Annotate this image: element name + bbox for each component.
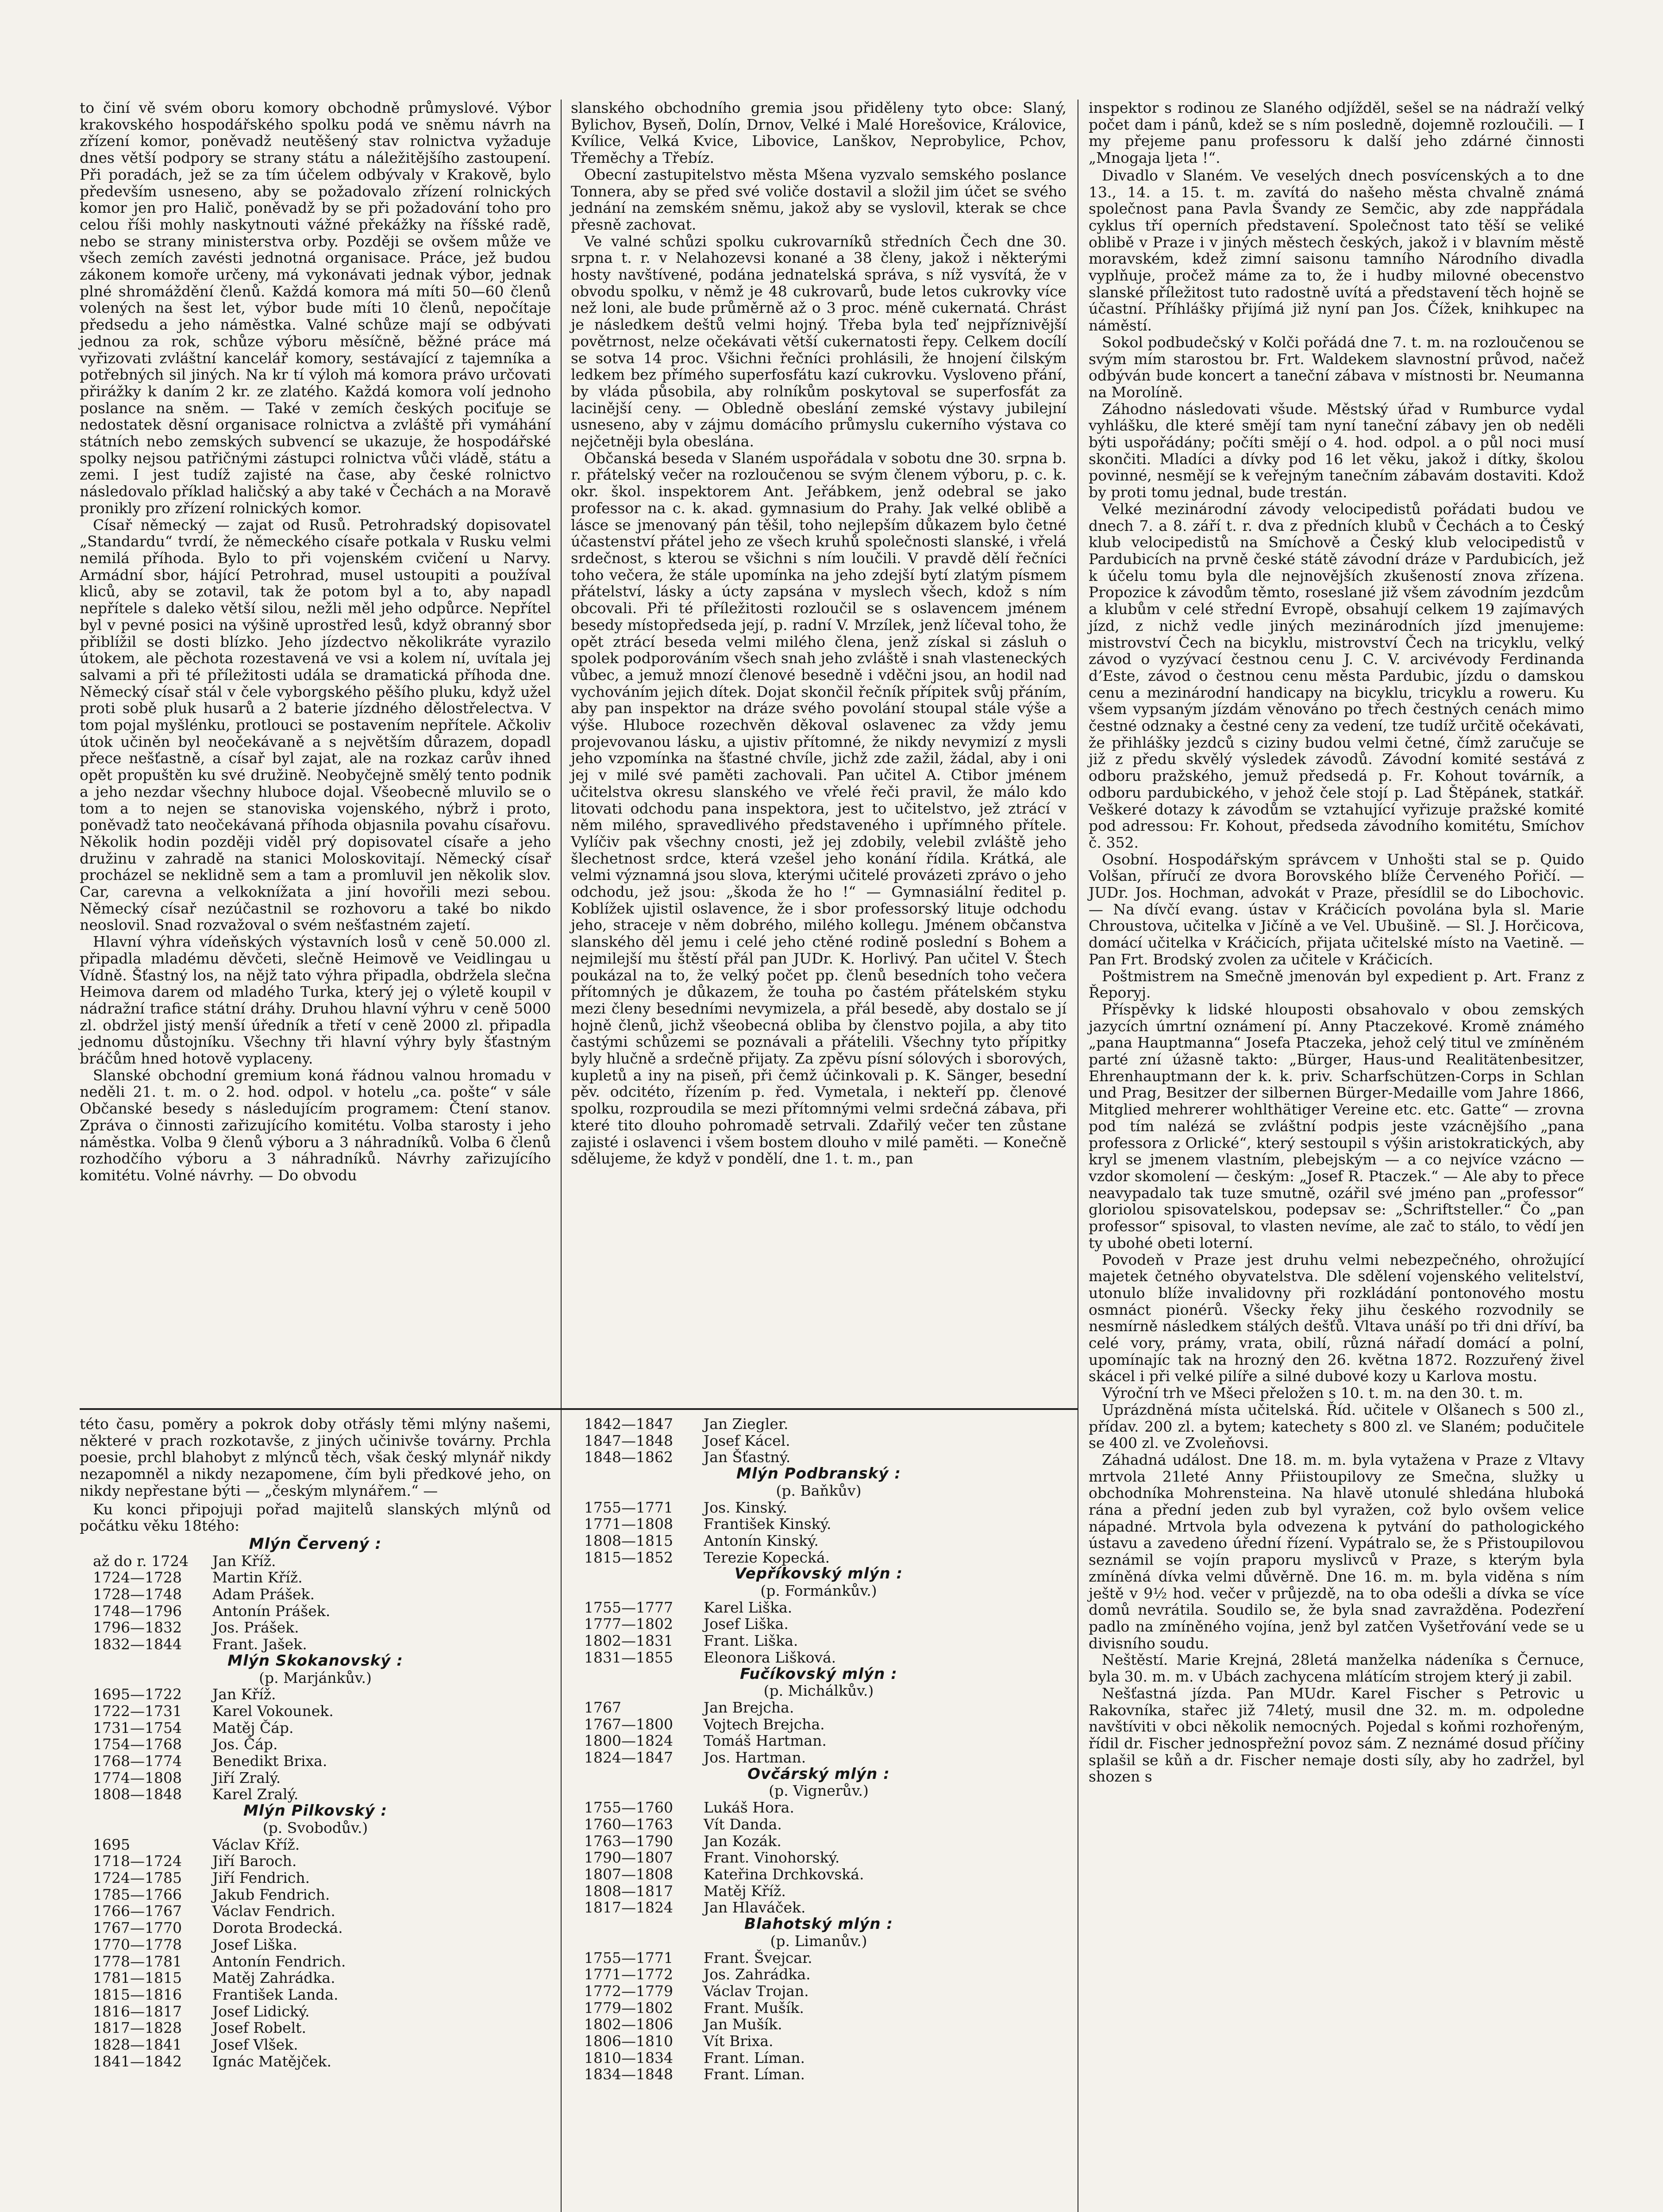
owner-name: Jan Ziegler. bbox=[704, 1415, 789, 1432]
owner-name: Frant. Mušík. bbox=[704, 1999, 804, 2016]
owner-name: Benedikt Brixa. bbox=[212, 1752, 327, 1770]
owner-name: Jos. Zahrádka. bbox=[704, 1966, 811, 1983]
ownership-years: 1695 bbox=[93, 1836, 130, 1853]
mill-heading: Mlýn Červený : bbox=[249, 1535, 382, 1553]
ownership-years: 1755—1771 bbox=[584, 1498, 673, 1516]
article-paragraph: Císař německý — zajat od Rusů. Petrohradský dopisovatel „Standardu“ tvrdí, že německého císaře potkala v Rusku velmi nemilá příhoda. Bylo to při vojenském cvičení u Narvy. Armádní sbor, hájící Petrohrad, musel ustoupiti a používal kliců, aby se zotavil, tak že potom byl a to, aby napadl nepřítele s daleko větší silou, nežli měl jeho odpůrce. Nepřítel byl v pevné posici na výšině uprostřed lesů, když obranný sbor přiblížil se dosti blízko. Jeho jízdectvo několikráte vyrazilo útokem, ale pěchota rozestavená ve vsi a kolem ní, uvítala jej salvami a při té příležitosti udála se dramatická příhoda dne. Německý císař stál v čele vyborgského pěšího pluku, když užel proti sobě pluk husarů a 2 baterie jízdného dělostřelectva. V tom pojal myšlénku, protlouci se postavením nepřítele. Ačkoliv útok učiněn byl neočekávaně a s největším důrazem, dopadl přece nešťastně, a císař byl zajat, ale na rozkaz carův ihned opět propuštěn ku své družině. Neobyčejně smělý tento podnik a jeho nezdar všechny hluboce dojal. Všeobecně mluvilo se o tom a to nejen se stanoviska vojenského, nýbrž i proto, poněvadž tato neočekávaná příhoda objasnila povahu císařovu. Několik hodin později viděl prý dopisovatel císaře a jeho družinu v zahradě na stanici Moloskovitají. Německý císař procházel se neklidně sem a tam a promluvil jen několik slov. Car, carevna a velkoknížata a jiní hovořili mezi sebou. Německý císař nezúčastnil se rozhovoru a také bo nikdo neoslovil. Snad rozvažoval o svém nešťastném zajetí. bbox=[80, 516, 551, 934]
notice-paragraph: Neštěstí. Marie Krejná, 28letá manželka nádeníka s Černuce, byla 30. m. m. v Ubách zachycena mlátícím strojem který ji zabil. bbox=[1089, 1651, 1584, 1686]
ownership-years: 1817—1828 bbox=[93, 2019, 182, 2037]
mill-owner-row bbox=[571, 1799, 1066, 1816]
owner-name: Kateřina Drchkovská. bbox=[704, 1865, 864, 1883]
ownership-years: 1695—1722 bbox=[93, 1686, 182, 1703]
owner-name: Václav Fendrich. bbox=[212, 1902, 335, 1920]
ownership-years: 1768—1774 bbox=[93, 1752, 182, 1770]
column-rule bbox=[561, 100, 562, 2212]
mill-owner-row bbox=[571, 1749, 1066, 1766]
owner-name: Jan Hlaváček. bbox=[704, 1899, 806, 1916]
ownership-years: 1748—1796 bbox=[93, 1602, 182, 1620]
mill-heading: Ovčárský mlýn : bbox=[747, 1765, 890, 1783]
ownership-years: 1828—1841 bbox=[93, 2036, 182, 2054]
owner-name: Vít Danda. bbox=[704, 1815, 782, 1833]
ownership-years: 1806—1810 bbox=[584, 2032, 673, 2050]
ownership-years: 1755—1760 bbox=[584, 1799, 673, 1816]
mill-owner-row bbox=[80, 1786, 551, 1803]
owner-name: Josef Kácel. bbox=[704, 1432, 790, 1449]
ownership-years: 1848—1862 bbox=[584, 1448, 673, 1466]
mill-owner-row bbox=[571, 1833, 1066, 1850]
ownership-years: 1770—1778 bbox=[93, 1936, 182, 1953]
ownership-years: 1841—1842 bbox=[93, 2052, 182, 2070]
owner-name: Jan Brejcha. bbox=[704, 1698, 794, 1716]
owner-name: Josef Lidický. bbox=[212, 2002, 310, 2020]
ownership-years: 1802—1806 bbox=[584, 2016, 673, 2033]
mill-owner-row bbox=[80, 2003, 551, 2020]
mill-owner-row bbox=[571, 1716, 1066, 1733]
owner-name: Jan Kříž. bbox=[212, 1686, 276, 1703]
mill-heading: Mlýn Podbranský : bbox=[736, 1465, 901, 1483]
mill-owner-row bbox=[80, 1686, 551, 1703]
owner-name: Frant. Švejcar. bbox=[704, 1949, 812, 1966]
mill-owner-row bbox=[80, 1953, 551, 1970]
owner-name: Frant. Liška. bbox=[704, 1632, 798, 1650]
mill-owner-row bbox=[80, 1553, 551, 1570]
ownership-years: 1755—1777 bbox=[584, 1598, 673, 1616]
notice-paragraph: Povodeň v Praze jest druhu velmi nebezpečného, ohrožující majetek četného obyvatelstva. Dle sdělení vojenského velitelství, utonulo blíže invalidovny při rozkládání pontonového mostu osmnáct pionérů. Všecky řeky jihu českého rozvodnily se nesmírně následkem stálých dešťů. Vltava unáší po tři dni dříví, ba celé vory, prámy, vrata, obilí, různá nářadí domácí a polní, upomínajíc tak na hrozný den 26. května 1872. Rozzuřený živel skácel i při velké pilíře a silné dubové kozy u Karlova mostu. bbox=[1089, 1251, 1584, 1385]
article-column-3 bbox=[1089, 100, 1584, 1785]
ownership-years: 1834—1848 bbox=[584, 2066, 673, 2083]
mill-current-owner: (p. Limanův.) bbox=[770, 1932, 867, 1950]
ownership-years: 1790—1807 bbox=[584, 1849, 673, 1866]
mill-owner-row bbox=[571, 1699, 1066, 1716]
owner-name: Jos. Čáp. bbox=[212, 1736, 278, 1753]
ownership-years: 1815—1816 bbox=[93, 1985, 182, 2003]
ownership-years: 1808—1815 bbox=[584, 1532, 673, 1549]
mill-owner-row bbox=[80, 1903, 551, 1920]
mill-owner-row bbox=[571, 2000, 1066, 2016]
article-paragraph: to činí vě svém oboru komory obchodně průmyslové. Výbor krakovského hospodářského spolku podá ve sněmu návrh na zřízení komor, poněvadž neutěšený stav rolnictva vyžaduje dnes větší podpory se strany státu a náležitějšího zastoupení. Při poradách, jež se za tím účelem odbývaly v Krakově, bylo především usneseno, aby se požadovalo zřízení rolnických komor jen pro Halič, poněvadž by se při požadování toho pro celou říši mohly naskytnouti vážné překážky na říšské radě, nebo se strany ministerstva orby. Později se ovšem může ve všech zemích zavésti jednotná organisace. Práce, jež budou zákonem komoře určeny, má vykonávati jednak výbor, jednak plné shromáždění členů. Každá komora má míti 50—60 členů volených na šest let, výbor bude míti 10 členů, nepočítaje předsedu a jeho náměstka. Valné schůze mají se odbývati jednou za rok, schůze výboru měsíčně, běžné práce má vyřizovati zvláštní kancelář komory, sestávající z tajemníka a potřebných sil jiných. Na kr tí výloh má komora právo určovati přirážky k daním 2 kr. ze zlatého. Každá komora volí jednoho poslance na sněm. — Také v zemích českých pociťuje se nedostatek děsní organisace rolnictva a zvláště při vymáhání státních nebo zemských subvencí se ukazuje, že hospodářské spolky nejsou patřičnými zástupci rolnictva vůči vládě, státu a zemi. I jest tudíž zajisté na čase, aby české rolnictvo následovalo příklad haličský a aby také v Čechách a na Moravě pronikly pro zřízení rolnických komor. bbox=[80, 99, 551, 517]
owner-name: Vojtech Brejcha. bbox=[704, 1715, 825, 1733]
feuilleton-paragraph: Ku konci připojuji pořad majitelů slanských mlýnů od počátku věku 18tého: bbox=[80, 1500, 551, 1535]
mill-owner-row bbox=[571, 1616, 1066, 1632]
section-rule bbox=[562, 1408, 1078, 1410]
mill-owner-row bbox=[571, 1732, 1066, 1749]
mill-owner-row bbox=[80, 1753, 551, 1770]
mill-owner-row bbox=[571, 1649, 1066, 1666]
ownership-years: 1831—1855 bbox=[584, 1648, 673, 1666]
owner-name: Jan Šťastný. bbox=[704, 1448, 791, 1466]
ownership-years: 1763—1790 bbox=[584, 1832, 673, 1850]
owner-name: Eleonora Lišková. bbox=[704, 1648, 836, 1666]
ownership-years: 1766—1767 bbox=[93, 1902, 182, 1920]
owner-name: František Landa. bbox=[212, 1985, 339, 2003]
owner-name: Jan Mušík. bbox=[704, 2016, 782, 2033]
mill-owner-row bbox=[80, 2053, 551, 2070]
mill-owners-column-2 bbox=[571, 1416, 1066, 2083]
mill-owner-row bbox=[80, 1836, 551, 1853]
ownership-years: 1800—1824 bbox=[584, 1732, 673, 1750]
mill-owner-row bbox=[571, 1449, 1066, 1466]
ownership-years: 1771—1772 bbox=[584, 1966, 673, 1983]
owner-name: Lukáš Hora. bbox=[704, 1799, 794, 1816]
owner-name: Frant. Jašek. bbox=[212, 1636, 307, 1653]
mill-owner-row bbox=[571, 1883, 1066, 1900]
ownership-years: 1777—1802 bbox=[584, 1615, 673, 1633]
ownership-years: 1772—1779 bbox=[584, 1982, 673, 2000]
mill-owner-row bbox=[571, 1532, 1066, 1549]
notice-paragraph: Sokol podbudečský v Kolči pořádá dne 7. t. m. na rozloučenou se svým mím starostou br. Frt. Waldekem slavnostní průvod, načež odbýván bude koncert a taneční zábava v místnosti br. Neumanna na Morolíně. bbox=[1089, 333, 1584, 401]
ownership-years: 1774—1808 bbox=[93, 1769, 182, 1786]
mill-current-owner: (p. Vignerův.) bbox=[769, 1782, 869, 1800]
owner-name: Jos. Prášek. bbox=[212, 1619, 299, 1636]
notice-paragraph: Výroční trh ve Mšeci přeložen s 10. t. m. na den 30. t. m. bbox=[1102, 1384, 1524, 1402]
mill-owner-row bbox=[571, 2016, 1066, 2033]
owner-name: Vít Brixa. bbox=[704, 2032, 774, 2050]
mill-owner-row bbox=[80, 1586, 551, 1603]
mill-owner-row bbox=[571, 1499, 1066, 1516]
newspaper-page bbox=[80, 100, 1584, 2212]
article-paragraph: slanského obchodního gremia jsou přiděleny tyto obce: Slaný, Bylichov, Byseň, Dolín, Drnov, Velké i Malé Horešovice, Královice, Kvílice, Velká Kvice, Libovice, Lanškov, Neprobylice, Pchov, Třeměchy a Třebíz. bbox=[571, 99, 1066, 167]
ownership-years: 1728—1748 bbox=[93, 1586, 182, 1603]
owner-name: Antonín Fendrich. bbox=[212, 1952, 346, 1970]
mill-owners-column-1 bbox=[80, 1416, 551, 2070]
article-column-2 bbox=[571, 100, 1066, 1167]
mill-current-owner: (p. Marjánkův.) bbox=[259, 1669, 372, 1686]
mill-heading: Mlýn Pilkovský : bbox=[243, 1802, 388, 1820]
owner-name: Matěj Čáp. bbox=[212, 1719, 294, 1736]
owner-name: Antonín Kinský. bbox=[704, 1532, 819, 1549]
mill-heading: Fučíkovský mlýn : bbox=[740, 1665, 897, 1683]
ownership-years: 1767—1800 bbox=[584, 1715, 673, 1733]
mill-owner-row bbox=[80, 1603, 551, 1620]
owner-name: Frant. Líman. bbox=[704, 2066, 805, 2083]
owner-name: Antonín Prášek. bbox=[212, 1602, 331, 1620]
ownership-years: 1808—1817 bbox=[584, 1882, 673, 1900]
owner-name: Josef Robelt. bbox=[212, 2019, 306, 2037]
owner-name: Ignác Matějček. bbox=[212, 2052, 332, 2070]
owner-name: Josef Liška. bbox=[212, 1936, 297, 1953]
owner-name: Jan Kozák. bbox=[704, 1832, 781, 1850]
ownership-years: 1779—1802 bbox=[584, 1999, 673, 2016]
notice-paragraph: Osobní. Hospodářským správcem v Unhošti stal se p. Quido Volšan, příručí ze dvora Borovského blíže Červeného Pořičí. — JUDr. Jos. Hochman, advokát v Praze, přesídlil se do Libochovic. — Na dívčí evang. ústav v Kráčicích povolána byla sl. Marie Chroustova, učitelka v Jičíně a ve Vel. Ubušině. — Sl. J. Horčicova, domácí učitelka v Kráčicích, přijata učitelské místo na Vaetině. — Pan Frt. Brodský zvolen za učitele v Kráčicích. bbox=[1089, 850, 1584, 968]
mill-owner-row bbox=[80, 2036, 551, 2053]
ownership-years: 1724—1728 bbox=[93, 1569, 182, 1586]
mill-owner-row bbox=[80, 1736, 551, 1753]
notice-paragraph: Uprázdněná místa učitelská. Říd. učitele v Olšanech s 500 zl., přídav. 200 zl. a bytem; katechety s 800 zl. ve Slaném; podučitele se 400 zl. ve Zvoleňovsi. bbox=[1089, 1401, 1584, 1452]
ownership-years: 1722—1731 bbox=[93, 1702, 182, 1720]
owner-name: Jiří Zralý. bbox=[212, 1769, 281, 1786]
mill-owner-row bbox=[571, 1416, 1066, 1432]
mill-owner-row bbox=[80, 1636, 551, 1653]
ownership-years: 1824—1847 bbox=[584, 1749, 673, 1767]
notice-paragraph: Poštmistrem na Smečně jmenován byl expedient p. Art. Franz z Řeporyj. bbox=[1089, 967, 1584, 1002]
ownership-years: 1724—1785 bbox=[93, 1869, 182, 1886]
ownership-years: 1767 bbox=[584, 1698, 621, 1716]
mill-owner-row bbox=[571, 2033, 1066, 2050]
mill-owner-row bbox=[571, 1816, 1066, 1833]
owner-name: František Kinský. bbox=[704, 1515, 832, 1533]
ownership-years: 1767—1770 bbox=[93, 1919, 182, 1937]
mill-owner-row bbox=[80, 1920, 551, 1936]
ownership-years: 1796—1832 bbox=[93, 1619, 182, 1636]
ownership-years: 1771—1808 bbox=[584, 1515, 673, 1533]
owner-name: Karel Liška. bbox=[704, 1598, 793, 1616]
owner-name: Adam Prášek. bbox=[212, 1586, 315, 1603]
article-paragraph: inspektor s rodinou ze Slaného odjížděl, sešel se na nádraží velký počet dam i pánů, kdež se s ním posledně, dojemně rozloučili. — I my přejeme panu professoru k další jeho zdárné činnosti „Mnogaja ljeta !“. bbox=[1089, 99, 1584, 167]
ownership-years: 1718—1724 bbox=[93, 1852, 182, 1870]
mill-owner-row bbox=[80, 1970, 551, 1986]
owner-name: Jan Kříž. bbox=[212, 1552, 276, 1570]
notice-paragraph: Záhodno následovati všude. Městský úřad v Rumburce vydal vyhlášku, dle které smějí tam nyní taneční zábavy jen ob neděli býti uspořádány; počíti smějí o 4. hod. odpol. a o půl noci musí skončiti. Mladíci a dívky pod 16 let věku, jakož i dítky, školou povinné, nesmějí se k veřejným tanečním zábavám dostaviti. Kdož by proti tomu jednal, bude trestán. bbox=[1089, 400, 1584, 501]
mill-heading: Vepříkovský mlýn : bbox=[734, 1565, 903, 1583]
mill-owner-row bbox=[571, 1950, 1066, 1966]
owner-name: Václav Trojan. bbox=[704, 1982, 809, 2000]
mill-owner-row bbox=[571, 1549, 1066, 1566]
mill-current-owner: (p. Baňkův) bbox=[776, 1482, 862, 1499]
article-paragraph: Hlavní výhra vídeňských výstavních losů v ceně 50.000 zl. připadla mladému děvčeti, slečně Heimově ve Veidlingau u Vídně. Šťastný los, na nějž tato výhra připadla, obdržela slečna Heimova darem od mladého Turka, který jej o výletě koupil v nádražní trafice státní dráhy. Druhou hlavní výhru v ceně 5000 zl. obdržel jistý menší úředník a třetí v ceně 2000 zl. připadla jednomu důstojníku. Všechny tři hlavní výhry byly šťastným bráčům hned hotově vyplaceny. bbox=[80, 933, 551, 1068]
mill-owner-row bbox=[80, 1619, 551, 1636]
mill-current-owner: (p. Svobodův.) bbox=[262, 1819, 368, 1836]
ownership-years: 1842—1847 bbox=[584, 1415, 673, 1432]
mill-owner-row bbox=[80, 1870, 551, 1886]
owner-name: Tomáš Hartman. bbox=[704, 1732, 827, 1750]
ownership-years: 1802—1831 bbox=[584, 1632, 673, 1650]
notice-paragraph: Nešťastná jízda. Pan MUdr. Karel Fischer s Petrovic u Rakovníka, stařec již 74letý, musil dne 32. m. m. odpoledne navštíviti v obci několik nemocných. Pojedal s koňmi rozhořeným, řídil dr. Fischer jednospřežní povoz sám. Z neznámé dosud příčiny splašil se kůň a dr. Fischer nemaje dosti síly, aby ho zadržel, byl shozen s bbox=[1089, 1684, 1584, 1786]
article-paragraph: Občanská beseda v Slaném uspořádala v sobotu dne 30. srpna b. r. přátelský večer na rozloučenou se svým členem výboru, p. c. k. okr. škol. inspektorem Ant. Jeřábkem, jenž odebral se jako professor na c. k. akad. gymnasium do Prahy. Jak velké oblibě a lásce se jmenovaný pán těšil, toho nejlepším důkazem bylo četné účastenství přátel jeho ze všech kruhů společnosti slanské, i vřelá srdečnost, s kterou se všichni s ním loučili. V pravdě dělí řečníci toho večera, že stále upomínka na jeho zdejší bytí zlatým písmem přátelství, lásky a úcty zapsána v myslech všech, kdož s ním obcovali. Při té příležitosti rozloučil se s oslavencem jménem besedy místopředseda její, p. radní V. Mrzílek, jenž líčeval toho, že opět ztrácí beseda velmi milého člena, jenž získal si zásluh o spolek podporováním všech snah jeho zvláště i snah vlasteneckých vůbec, a jemuž mnozí členové besedně i vděčni jsou, an hodil nad vychováním jejich dítek. Dojat skončil řečník přípitek svůj přáním, aby pan inspektor na dráze svého povolání stoupal stále výše a výše. Hluboce rozechvěn děkoval oslavenec za vždy jemu projevovanou lásku, a ujistiv přítomné, že nikdy nevymizí z mysli jeho vzpomínka na šťastné chvíle, jichž zde zažil, žádal, aby i oni jej v milé své paměti zachovali. Pan učitel A. Ctibor jménem učitelstva okresu slanského ve vřelé řeči pravil, že málo kdo litovati odchodu pana inspektora, jest to učitelstvo, jež ztrácí v něm milého, spravedlivého představeného i upřímného přítele. Vylíčiv pak všechny cnosti, jež jej zdobily, velebil zvláště jeho šlechetnost srdce, která vzešel jeho konání řídila. Krátká, ale velmi významná jsou slova, kterými učitelé provázeti zprávo o jeho odchodu, jež jsou: „škoda že ho !“ — Gymnasiální ředitel p. Koblížek ujistil oslavence, že i sbor professorský lituje odchodu jeho, straceje v něm dobrého, milého kollegu. Jménem občanstva slanského děl jemu i celé jeho ctěné rodině poslední s Bohem a nejmilejší mu štěstí přál pan JUDr. K. Horlivý. Pan učitel V. Štech poukázal na to, že velký počet pp. členů besedních toho večera přítomných je důkazem, že touha po častém přátelském styku mezi členy besedními nevymizela, a přál besedě, aby dostalo se jí hojně členů, jichž všeobecná obliba by členstvo pojila, a aby tito častými schůzemi se poznávali a přátelili. Všechny tyto přípitky byly hlučně a srdečně přijaty. Za zpěvu písní sólových i sborových, kupletů a iny na piseň, při čemž účinkovali p. K. Sänger, besední pěv. odcitéto, řízením p. řed. Vymetala, i nekteří pp. členové spolku, rozproudila se mezi přítomnými velmi srdečná zábava, při které tito dlouho pohromadě setrvali. Zdařilý večer ten zůstane zajisté i oslavenci i všem bostem dlouho v milé paměti. — Konečně sdělujeme, že když v pondělí, dne 1. t. m., pan bbox=[571, 449, 1066, 1167]
ownership-years: 1810—1834 bbox=[584, 2049, 673, 2066]
ownership-years: 1755—1771 bbox=[584, 1949, 673, 1966]
mill-current-owner: (p. Michálkův.) bbox=[763, 1682, 874, 1700]
mill-heading: Blahotský mlýn : bbox=[744, 1915, 893, 1933]
owner-name: Jos. Hartman. bbox=[704, 1749, 806, 1767]
owner-name: Jiří Baroch. bbox=[212, 1852, 297, 1870]
mill-owner-row bbox=[80, 1770, 551, 1786]
owner-name: Jos. Kinský. bbox=[704, 1498, 788, 1516]
ownership-years: 1760—1763 bbox=[584, 1815, 673, 1833]
mill-owner-row bbox=[80, 1886, 551, 1903]
ownership-years: 1832—1844 bbox=[93, 1636, 182, 1653]
owner-name: Martin Kříž. bbox=[212, 1569, 303, 1586]
owner-name: Frant. Vinohorský. bbox=[704, 1849, 840, 1866]
owner-name: Karel Vokounek. bbox=[212, 1702, 334, 1720]
article-column-1 bbox=[80, 100, 551, 1184]
owner-name: Jiří Fendrich. bbox=[212, 1869, 310, 1886]
owner-name: Frant. Líman. bbox=[704, 2049, 805, 2066]
mill-owner-row bbox=[571, 1516, 1066, 1532]
mill-owner-row bbox=[571, 1966, 1066, 1983]
owner-name: Dorota Brodecká. bbox=[212, 1919, 343, 1937]
section-rule bbox=[80, 1408, 561, 1410]
mill-owner-row bbox=[80, 1986, 551, 2003]
ownership-years: 1731—1754 bbox=[93, 1719, 182, 1736]
mill-owner-row bbox=[571, 1899, 1066, 1916]
ownership-years: 1778—1781 bbox=[93, 1952, 182, 1970]
feuilleton-paragraph: této času, poměry a pokrok doby otřásly těmi mlýny našemi, některé v prach rozkotavše, z jiných učinivše továrny. Prchla poesie, prchl blahobyt z mlýnců těch, však český mlynář nikdy nezapomněl a nikdy nezapomene, čím byli předkové jeho, on nikdy nepřestane býti — „českým mlynářem.“ — bbox=[80, 1415, 551, 1499]
ownership-years: 1816—1817 bbox=[93, 2002, 182, 2020]
ownership-years: 1785—1766 bbox=[93, 1886, 182, 1903]
mill-owner-row bbox=[571, 1866, 1066, 1883]
ownership-years: 1815—1852 bbox=[584, 1548, 673, 1566]
owner-name: Josef Liška. bbox=[704, 1615, 789, 1633]
owner-name: Karel Zralý. bbox=[212, 1786, 299, 1803]
mill-owner-row bbox=[80, 1569, 551, 1586]
owner-name: Matěj Zahrádka. bbox=[212, 1969, 335, 1987]
owner-name: Matěj Kříž. bbox=[704, 1882, 786, 1900]
article-paragraph: Ve valné schůzi spolku cukrovarníků středních Čech dne 30. srpna t. r. v Nelahozevsi konané a 38 členy, jakož i některými hosty navštívené, podána jednatelská správa, s níž vysvítá, že v obvodu spolku, v němž je 48 cukrovarů, bude letos cukrovky více než loni, ale bude průměrně až o 3 proc. méně cukernatá. Chrást je následkem deštů velmi hojný. Třeba byla teď nejpříznivější povětrnost, nelze očekávati větší cukernatosti řepy. Celkem docílí se sotva 14 proc. Všichni řečníci prohlásili, že hnojení čilským ledkem bez přímého superfosfátu kazí cukrovku. Vysloveno přání, by vláda působila, aby rolníkům poskytoval se superfosfát za lacinější ceny. — Obledně obeslání zemské výstavy jubilejní usneseno, aby v zájmu domácího průmyslu cukerního výstava co nejčetněji byla obeslána. bbox=[571, 232, 1066, 450]
mill-heading: Mlýn Skokanovský : bbox=[227, 1651, 403, 1670]
article-paragraph: Obecní zastupitelstvo města Mšena vyzvalo semského poslance Tonnera, aby se před své voliče dostavil a složil jim účet se svého jednání na zemském sněmu, jakož aby se vyslovil, kterak se chce přesně zachovat. bbox=[571, 165, 1066, 233]
mill-owner-row bbox=[571, 2050, 1066, 2066]
mill-owner-row bbox=[571, 1632, 1066, 1649]
ownership-years: 1754—1768 bbox=[93, 1736, 182, 1753]
ownership-years: 1817—1824 bbox=[584, 1899, 673, 1916]
mill-current-owner: (p. Formánkův.) bbox=[760, 1582, 877, 1600]
owner-name: Josef Vlšek. bbox=[212, 2036, 298, 2054]
mill-owner-row bbox=[80, 2020, 551, 2036]
notice-paragraph: Záhadná událost. Dne 18. m. m. byla vytažena v Praze z Vltavy mrtvola 21leté Anny Přiistoupilovy ze Smečna, služky u obchodníka Mohrensteina. Na hlavě utonulé shledána hluboká rána a přední jeden zub byl vyražen, což bylo ovšem velice nápadné. Mrtvola byla odvezena k pytvání do pathologického ústavu a zavedeno úřední řízení. Vypátralo se, že s Přistoupilovou seznámil se vojín praporu myslivců v Praze, s kterým byla zmíněná dívka velmi důvěrně. Dne 16. m. m. byla viděna s ním ještě v 9½ hod. večer v průjezdě, na to oba odešli a dívka se více domů nevrátila. Soudilo se, že byla snad zavražděna. Podezření padlo na zmíněného vojína, jenž byl zatčen Vyšetřování vede se u divisního soudu. bbox=[1089, 1451, 1584, 1652]
mill-owner-row bbox=[571, 1983, 1066, 2000]
owner-name: Terezie Kopecká. bbox=[704, 1548, 830, 1566]
mill-owner-row bbox=[571, 2066, 1066, 2083]
mill-owner-row bbox=[80, 1936, 551, 1953]
notice-paragraph: Velké mezinárodní závody velocipedistů pořádati budou ve dnech 7. a 8. září t. r. dva z předních klubů v Čechách a to Český klub velocipedistů na Smíchově a Český klub velocipedistů v Pardubicích na prvně české státě závodní dráze v Pardubicích, jež k účelu tomu byla dle nejnovějších zkušeností znova zřízena. Propozice k závodům těmto, roseslané již všem závodním jezdcům a klubům v celé střední Evropě, obsahují celkem 19 zajímavých jízd, z nichž vedle jiných mezinárodních jízd jmenujeme: mistrovství Čech na bicyklu, mistrovství Čech na tricyklu, velký závod o vyzývací čestnou cenu J. C. V. arcivévody Ferdinanda d’Este, závod o čestnou cenu města Pardubic, jízdu o damskou cenu a mezinárodní handicapy na bicyklu, tricyklu a roweru. Ku všem vypsaným jízdám věnováno po třech čestných cenách mimo čestné odznaky a čestné ceny za vedení, tze tudíž určitě očekávati, že přihlášky jezdců s ciziny budou velmi četné, čímž zaručuje se již z předu skvělý výsledek závodů. Závodní komité sestává z odboru pražského, jemuž předsedá p. Fr. Kohout továrník, a odboru pardubického, v jehož čele stojí p. Lad Štěpánek, statkář. Veškeré dotazy k závodům se vztahující vyřizuje pražské komité pod adressou: Fr. Kohout, předseda závodního komitétu, Smíchov č. 352. bbox=[1089, 500, 1584, 851]
mill-owner-row bbox=[80, 1703, 551, 1720]
ownership-years: 1847—1848 bbox=[584, 1432, 673, 1449]
ownership-years: 1807—1808 bbox=[584, 1865, 673, 1883]
ownership-years: 1781—1815 bbox=[93, 1969, 182, 1987]
mill-owner-row bbox=[80, 1720, 551, 1736]
mill-owner-row bbox=[80, 1853, 551, 1870]
mill-owner-row bbox=[571, 1599, 1066, 1616]
ownership-years: až do r. 1724 bbox=[93, 1552, 189, 1570]
article-paragraph: Slanské obchodní gremium koná řádnou valnou hromadu v neděli 21. t. m. o 2. hod. odpol. v hotelu „ca. pošte“ v sále Občanské besedy s následujícím programem: Čtení stanov. Zpráva o činnosti zařizujícího komitétu. Volba starosty i jeho náměstka. Volba 9 členů výboru a 3 náhradníků. Volba 6 členů rozhodčího výboru a 3 náhradníků. Návrhy zařizujícího komitétu. Volné návrhy. — Do obvodu bbox=[80, 1066, 551, 1184]
mill-owner-row bbox=[571, 1432, 1066, 1449]
owner-name: Václav Kříž. bbox=[212, 1836, 300, 1853]
notice-paragraph: Příspěvky k lidské hlouposti obsahovalo v obou zemských jazycích úmrtní oznámení pí. Anny Ptaczekové. Kromě známého „pana Hauptmanna“ Josefa Ptaczeka, jehož celý titul ve zmíněném parté zní úžasně takto: „Bürger, Haus-und Realitätenbesitzer, Ehrenhauptmann der k. k. priv. Scharfschützen-Corps in Schlan und Prag, Besitzer der silbernen Bürger-Medaille vom Jahre 1866, Mitglied mehrerer wohlthätiger Vereine etc. etc. Gatte“ — zrovna pod tím nalézá se zvláštní podpis jeste vzácnějšího „pana professora z Orlické“, který sestoupil s výšin aristokratických, aby kryl se jmenem vlastním, plebejským — a co nejvíce vzácno — vzdor skomolení — českým: „Josef R. Ptaczek.“ — Ale aby to přece neavypadalo tak tuze smutně, ozářil své jméno pan „professor“ gloriolou spisovatelskou, podepsav se: „Schriftsteller.“ Čo „pan professor“ spisoval, to vlasten nevíme, ale zač to stálo, to vědí jen ty ubohé obeti loterní. bbox=[1089, 1000, 1584, 1252]
owner-name: Jakub Fendrich. bbox=[212, 1886, 330, 1903]
ownership-years: 1808—1848 bbox=[93, 1786, 182, 1803]
mill-owner-row bbox=[571, 1849, 1066, 1866]
notice-paragraph: Divadlo v Slaném. Ve veselých dnech posvícenských a to dne 13., 14. a 15. t. m. zavítá do našeho města chvalně známá společnost pana Pavla Švandy ze Semčic, aby zde nappřádala cyklus tří operních představení. Společnost tato těší se veliké oblibě v Praze i v jiných městech českých, jakož i v blavním městě moravském, kdež zimní saisonu tamního Národního divadla vyplňuje, pročež máme za to, že i hudby milovné obecenstvo slanské příležitost tuto radostně uvítá a představení těch hojně se účastní. Příhlášky přijímá již nyní pan Jos. Čížek, knihkupec na náměstí. bbox=[1089, 166, 1584, 334]
